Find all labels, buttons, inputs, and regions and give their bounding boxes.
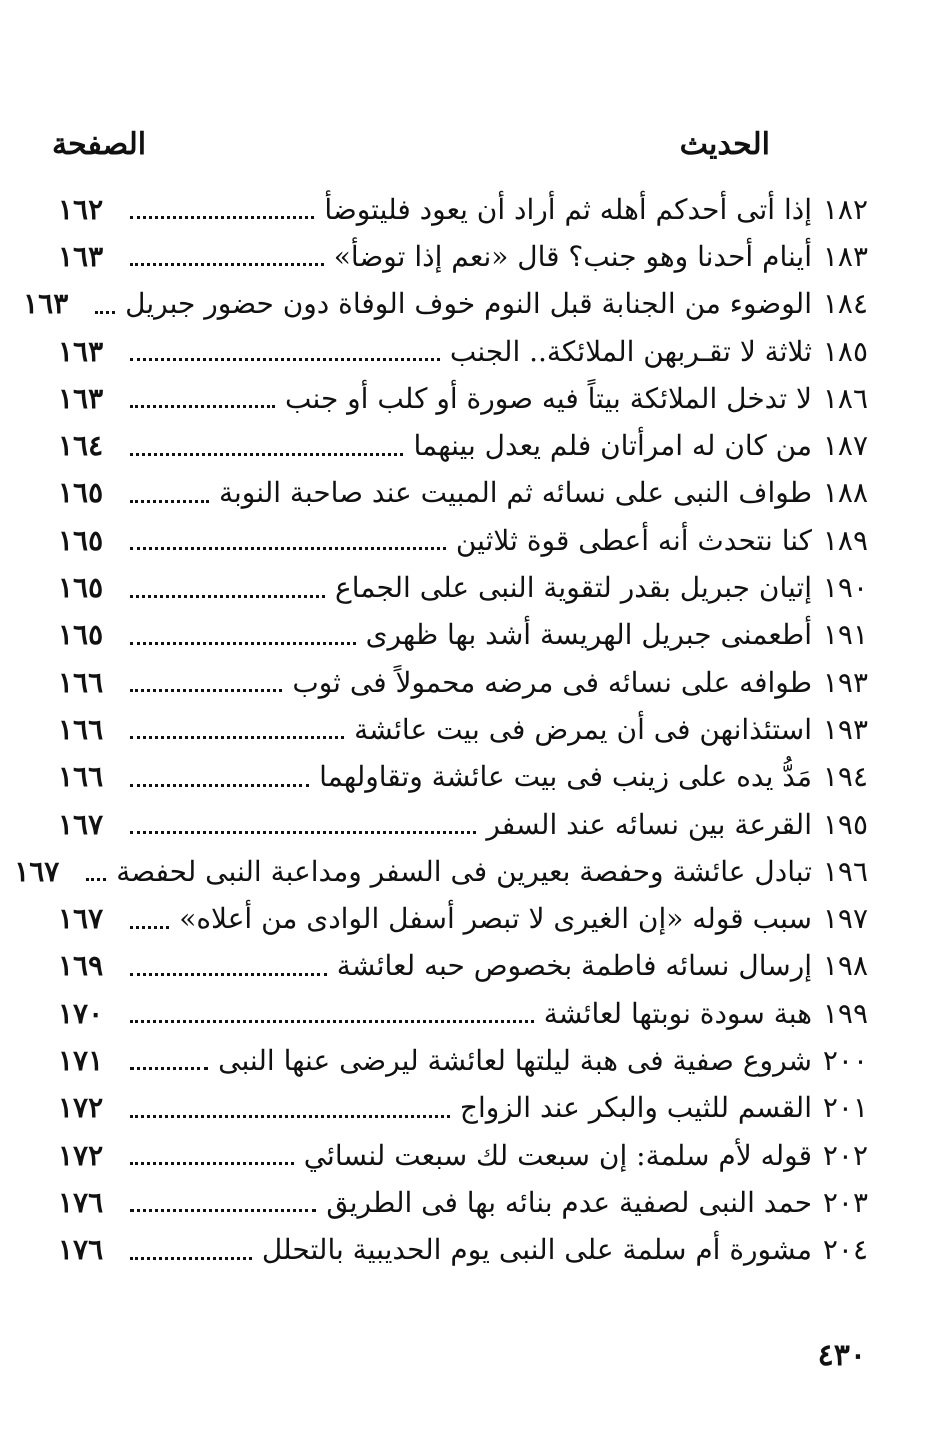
entry-title: أطعمنى جبريل الهريسة أشد بها ظهرى <box>365 618 812 652</box>
entry-page-number: ١٦٦ <box>58 712 104 746</box>
toc-entry <box>58 943 868 990</box>
dot-leader <box>130 453 403 456</box>
entry-page-number: ١٦٥ <box>58 571 104 605</box>
entry-title: من كان له امرأتان فلم يعدل بينهما <box>413 429 812 463</box>
toc-entry <box>58 328 868 375</box>
toc-entry <box>58 233 868 280</box>
entry-number: ١٩٧ <box>822 902 868 936</box>
entry-number: ١٩٨ <box>822 949 868 983</box>
dot-leader <box>130 736 344 739</box>
entry-page-number: ١٧٦ <box>58 1185 104 1219</box>
entry-number: ٢٠٢ <box>822 1138 868 1172</box>
entry-page-number: ١٧١ <box>58 1043 104 1077</box>
toc-entry <box>58 564 868 611</box>
entry-page-number: ١٦٦ <box>58 665 104 699</box>
entry-title: إرسال نسائه فاطمة بخصوص حبه لعائشة <box>336 949 812 983</box>
entry-number: ١٩١ <box>822 618 868 652</box>
entry-number: ١٨٧ <box>822 429 868 463</box>
entry-title: مشورة أم سلمة على النبى يوم الحديبية بالتحلل <box>261 1233 812 1267</box>
entry-page-number: ١٧٠ <box>58 996 104 1030</box>
entry-number: ١٩٣ <box>822 665 868 699</box>
toc-entry <box>58 801 868 848</box>
entry-title: القسم للثيب والبكر عند الزواج <box>459 1091 812 1125</box>
entry-number: ٢٠٠ <box>822 1043 868 1077</box>
entry-number: ١٨٨ <box>822 476 868 510</box>
hadith-column-heading: الحديث <box>679 126 770 162</box>
entry-page-number: ١٦٣ <box>58 239 104 273</box>
toc-entry <box>58 659 868 706</box>
dot-leader <box>95 311 115 314</box>
dot-leader <box>130 784 309 787</box>
toc-entry <box>58 754 868 801</box>
entry-number: ١٨٩ <box>822 523 868 557</box>
entry-page-number: ١٧٢ <box>58 1091 104 1125</box>
entry-title: تبادل عائشة وحفصة بعيرين فى السفر ومداعبة النبى لحفصة <box>116 854 812 888</box>
entry-title: الوضوء من الجنابة قبل النوم خوف الوفاة دون حضور جبريل <box>125 287 812 321</box>
toc-entry <box>58 895 868 942</box>
entry-title: ثلاثة لا تقـربهن الملائكة.. الجنب <box>449 334 812 368</box>
entry-number: ٢٠٤ <box>822 1233 868 1267</box>
entry-page-number: ١٦٦ <box>58 760 104 794</box>
toc-entry <box>58 1132 868 1179</box>
entry-title: إذا أتى أحدكم أهله ثم أراد أن يعود فليتوضأ <box>324 192 812 226</box>
entry-number: ١٩٤ <box>822 760 868 794</box>
entry-page-number: ١٦٥ <box>58 618 104 652</box>
entry-page-number: ١٦٩ <box>58 949 104 983</box>
dot-leader <box>86 878 106 881</box>
dot-leader <box>130 263 324 266</box>
entry-number: ١٩٦ <box>822 854 868 888</box>
entry-title: هبة سودة نوبتها لعائشة <box>543 996 812 1030</box>
entry-title: قوله لأم سلمة: إن سبعت لك سبعت لنسائي <box>303 1138 812 1172</box>
entry-number: ١٩٠ <box>822 571 868 605</box>
entry-number: ١٨٦ <box>822 381 868 415</box>
entry-title: القرعة بين نسائه عند السفر <box>486 807 812 841</box>
entry-page-number: ١٧٦ <box>58 1233 104 1267</box>
entry-title: إتيان جبريل بقدر لتقوية النبى على الجماع <box>335 571 812 605</box>
entry-number: ٢٠٣ <box>822 1185 868 1219</box>
toc-entry <box>58 990 868 1037</box>
toc-entry <box>58 422 868 469</box>
entry-page-number: ١٦٣ <box>23 287 69 321</box>
dot-leader <box>130 1162 294 1165</box>
entry-page-number: ١٦٣ <box>58 334 104 368</box>
dot-leader <box>130 689 282 692</box>
entry-title: استئذانهن فى أن يمرض فى بيت عائشة <box>354 712 812 746</box>
entry-page-number: ١٦٧ <box>58 902 104 936</box>
toc-entry <box>58 612 868 659</box>
entry-title: كنا نتحدث أنه أعطى قوة ثلاثين <box>455 523 812 557</box>
page-number: ٤٣٠ <box>817 1338 866 1373</box>
entry-title: لا تدخل الملائكة بيتاً فيه صورة أو كلب أو جنب <box>285 381 812 415</box>
table-header <box>52 122 770 166</box>
entry-number: ١٩٣ <box>822 712 868 746</box>
toc-entry <box>23 281 868 328</box>
dot-leader <box>130 358 440 361</box>
entry-title: طوافه على نسائه فى مرضه محمولاً فى ثوب <box>292 665 812 699</box>
entry-number: ١٨٢ <box>822 192 868 226</box>
entry-title: حمد النبى لصفية عدم بنائه بها فى الطريق <box>326 1185 812 1219</box>
dot-leader <box>130 595 325 598</box>
toc-entry <box>58 186 868 233</box>
dot-leader <box>130 1067 208 1070</box>
toc-entry <box>58 1085 868 1132</box>
entry-number: ١٨٥ <box>822 334 868 368</box>
dot-leader <box>130 973 327 976</box>
entry-number: ١٨٣ <box>822 239 868 273</box>
dot-leader <box>130 1115 450 1118</box>
dot-leader <box>130 1020 534 1023</box>
entry-page-number: ١٦٧ <box>58 807 104 841</box>
entry-page-number: ١٦٢ <box>58 192 104 226</box>
toc-entry <box>58 517 868 564</box>
dot-leader <box>130 216 314 219</box>
dot-leader <box>130 547 446 550</box>
entry-number: ١٩٥ <box>822 807 868 841</box>
dot-leader <box>130 831 476 834</box>
entry-title: طواف النبى على نسائه ثم المبيت عند صاحبة النوبة <box>218 476 812 510</box>
entry-page-number: ١٦٤ <box>58 429 104 463</box>
table-of-contents <box>14 186 868 1274</box>
dot-leader <box>130 1209 316 1212</box>
entry-title: شروع صفية فى هبة ليلتها لعائشة ليرضى عنها النبى <box>218 1043 812 1077</box>
page-column-heading: الصفحة <box>52 126 147 162</box>
dot-leader <box>130 926 169 929</box>
toc-entry <box>14 848 868 895</box>
entry-number: ٢٠١ <box>822 1091 868 1125</box>
entry-number: ١٩٩ <box>822 996 868 1030</box>
entry-number: ١٨٤ <box>822 287 868 321</box>
toc-entry <box>58 706 868 753</box>
toc-entry <box>58 375 868 422</box>
entry-page-number: ١٦٧ <box>14 854 60 888</box>
entry-title: مَدُّ يده على زينب فى بيت عائشة وتقاولهما <box>319 760 812 794</box>
entry-page-number: ١٦٥ <box>58 476 104 510</box>
entry-title: أينام أحدنا وهو جنب؟ قال «نعم إذا توضأ» <box>333 239 812 273</box>
toc-entry <box>58 1179 868 1226</box>
entry-title: سبب قوله «إن الغيرى لا تبصر أسفل الوادى من أعلاه» <box>179 902 812 936</box>
entry-page-number: ١٦٥ <box>58 523 104 557</box>
dot-leader <box>130 405 275 408</box>
dot-leader <box>130 1257 252 1260</box>
toc-entry <box>58 1037 868 1084</box>
entry-page-number: ١٦٣ <box>58 381 104 415</box>
toc-entry <box>58 470 868 517</box>
dot-leader <box>130 642 356 645</box>
toc-entry <box>58 1227 868 1274</box>
entry-page-number: ١٧٢ <box>58 1138 104 1172</box>
dot-leader <box>130 500 209 503</box>
